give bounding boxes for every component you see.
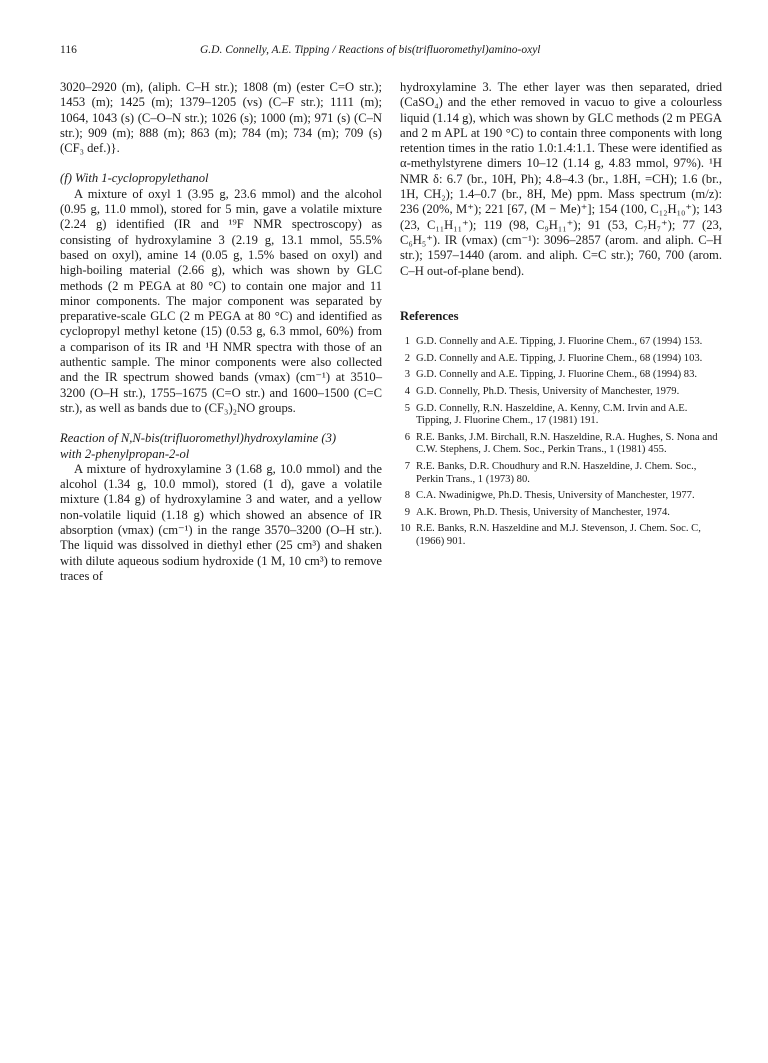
reference-number: 3 xyxy=(404,369,410,381)
paragraph-reaction: A mixture of hydroxylamine 3 (1.68 g, 10.0 mmol) and the alcohol (1.34 g, 10.0 mmol), stored (1 d), gave a volatile mixture (1.84 g) of hydroxylamine 3 and water, and a yellow non-volatile liquid (1.18 g) which showed an absence of IR absorption (νmax) (cm⁻¹) in the range 3570–3200 (O–H str.). The liquid was dissolved in diethyl ether (25 cm³) and shaken with dilute aqueous sodium hydroxide (1 M, 10 cm³) to remove traces of xyxy=(60,461,382,583)
reference-item xyxy=(400,507,722,520)
left-column xyxy=(60,80,382,584)
reference-list xyxy=(400,336,722,548)
reference-item xyxy=(400,353,722,366)
reference-number: 7 xyxy=(404,460,410,472)
reference-text: G.D. Connelly and A.E. Tipping, J. Fluorine Chem., 67 (1994) 153. xyxy=(416,336,703,348)
reference-item xyxy=(400,432,722,457)
reference-text: C.A. Nwadinigwe, Ph.D. Thesis, University of Manchester, 1977. xyxy=(416,490,695,502)
reference-text: G.D. Connelly and A.E. Tipping, J. Fluorine Chem., 68 (1994) 83. xyxy=(416,369,698,381)
reference-text: A.K. Brown, Ph.D. Thesis, University of Manchester, 1974. xyxy=(416,506,670,518)
reference-text: G.D. Connelly, R.N. Haszeldine, A. Kenny, C.M. Irvin and A.E. Tipping, J. Fluorine Chem., 17 (1981) 191. xyxy=(416,402,688,427)
reference-number: 8 xyxy=(404,490,410,502)
reference-item xyxy=(400,369,722,382)
reference-number: 4 xyxy=(404,385,410,397)
reference-text: R.E. Banks, D.R. Choudhury and R.N. Haszeldine, J. Chem. Soc., Perkin Trans., 1 (1973) 80. xyxy=(416,460,697,485)
reference-item xyxy=(400,336,722,349)
section-heading-f: (f) With 1-cyclopropylethanol xyxy=(60,171,209,186)
reference-number: 10 xyxy=(400,523,411,535)
reference-item xyxy=(400,490,722,503)
reference-number: 9 xyxy=(404,506,410,518)
right-column xyxy=(400,80,722,552)
reference-number: 5 xyxy=(404,402,410,414)
reference-item xyxy=(400,386,722,399)
reference-text: R.E. Banks, R.N. Haszeldine and M.J. Stevenson, J. Chem. Soc. C, (1966) 901. xyxy=(416,523,701,547)
continued-paragraph-right: hydroxylamine 3. The ether layer was then separated, dried (CaSO₄) and the ether removed in vacuo to give a colourless liquid (1.14 g), which was shown by GLC methods (2 m PEGA and 2 m APL at 190 °C) to contain three components with long retention times in the ratio 1.0:1.4:1.1. These were identified as α-methylstyrene dimers 10–12 (1.14 g, 4.83 mmol, 97%). ¹H NMR δ: 6.7 (br., 10H, Ph); 4.8–4.3 (br., 1.8H, =CH); 1.6 (br., 1H, CH₂); 1.4–0.7 (br., 8H, Me) ppm. Mass spectrum (m/z): 236 (20%, M⁺); 221 [67, (M − Me)⁺]; 154 (100, C₁₂H₁₀⁺); 143 (23, C₁₁H₁₁⁺); 119 (98, C₉H₁₁⁺); 91 (53, C₇H₇⁺); 77 (23, C₆H₅⁺). IR (νmax) (cm⁻¹): 3096–2857 (arom. and aliph. C–H str.); 1597–1440 (arom. and aliph. C=C str.); 760, 700 (arom. C–H out-of-plane bend). xyxy=(400,80,722,278)
reference-number: 2 xyxy=(404,352,410,364)
reference-item xyxy=(400,523,722,548)
reference-item xyxy=(400,461,722,486)
reference-text: G.D. Connelly, Ph.D. Thesis, University of Manchester, 1979. xyxy=(416,385,680,397)
section-heading-reaction-line-1: Reaction of N,N-bis(trifluoromethyl)hydroxylamine (3) xyxy=(60,431,337,446)
reference-number: 6 xyxy=(404,431,410,443)
references-heading: References xyxy=(400,308,459,323)
continued-paragraph: 3020–2920 (m), (aliph. C–H str.); 1808 (m) (ester C=O str.); 1453 (m); 1425 (m); 1379–1205 (vs) (C–F str.); 1111 (m); 1064, 1043 (s) (C–O–N str.); 1026 (s); 1000 (m); 971 (s) (C–N str.); 909 (m); 888 (m); 863 (m); 784 (m); 734 (m); 709 (s) (CF₃ def.)}. xyxy=(60,80,382,156)
reference-text: R.E. Banks, J.M. Birchall, R.N. Haszeldine, R.A. Hughes, S. Nona and C.W. Stephens, J. Chem. Soc., Perkin Trans., 1 (1981) 455. xyxy=(416,431,718,456)
page-number: 116 xyxy=(60,44,77,56)
paragraph-f: A mixture of oxyl 1 (3.95 g, 23.6 mmol) and the alcohol (0.95 g, 11.0 mmol), stored for 5 min, gave a volatile mixture (2.24 g) identified (IR and ¹⁹F NMR spectroscopy) as consisting of hydroxylamine 3 (2.19 g, 13.1 mmol, 55.5% based on oxyl), amine 14 (0.05 g, 1.5% based on oxyl) and high-boiling material (2.66 g), which was shown by GLC methods (2 m PEGA at 80 °C) to contain one major and 11 minor components. The major component was separated by preparative-scale GLC (2 m PEGA at 80 °C) and identified as cyclopropyl methyl ketone (15) (0.53 g, 6.3 mmol, 60%) from a comparison of its IR and ¹H NMR spectra with those of an authentic sample. The minor components were also collected and the IR spectrum showed bands (νmax) (cm⁻¹) at 3510–3200 (O–H str.), 1755–1675 (C=O str.) and 1600–1500 (C=C str.), as well as bands due to (CF₃)₂NO groups. xyxy=(60,186,382,415)
section-heading-reaction-line-2: with 2-phenylpropan-2-ol xyxy=(60,446,190,461)
reference-item xyxy=(400,403,722,428)
reference-text: G.D. Connelly and A.E. Tipping, J. Fluorine Chem., 68 (1994) 103. xyxy=(416,352,703,364)
page-header xyxy=(60,44,720,64)
reference-number: 1 xyxy=(404,336,410,348)
running-head: G.D. Connelly, A.E. Tipping / Reactions of bis(trifluoromethyl)amino-oxyl xyxy=(200,44,541,56)
